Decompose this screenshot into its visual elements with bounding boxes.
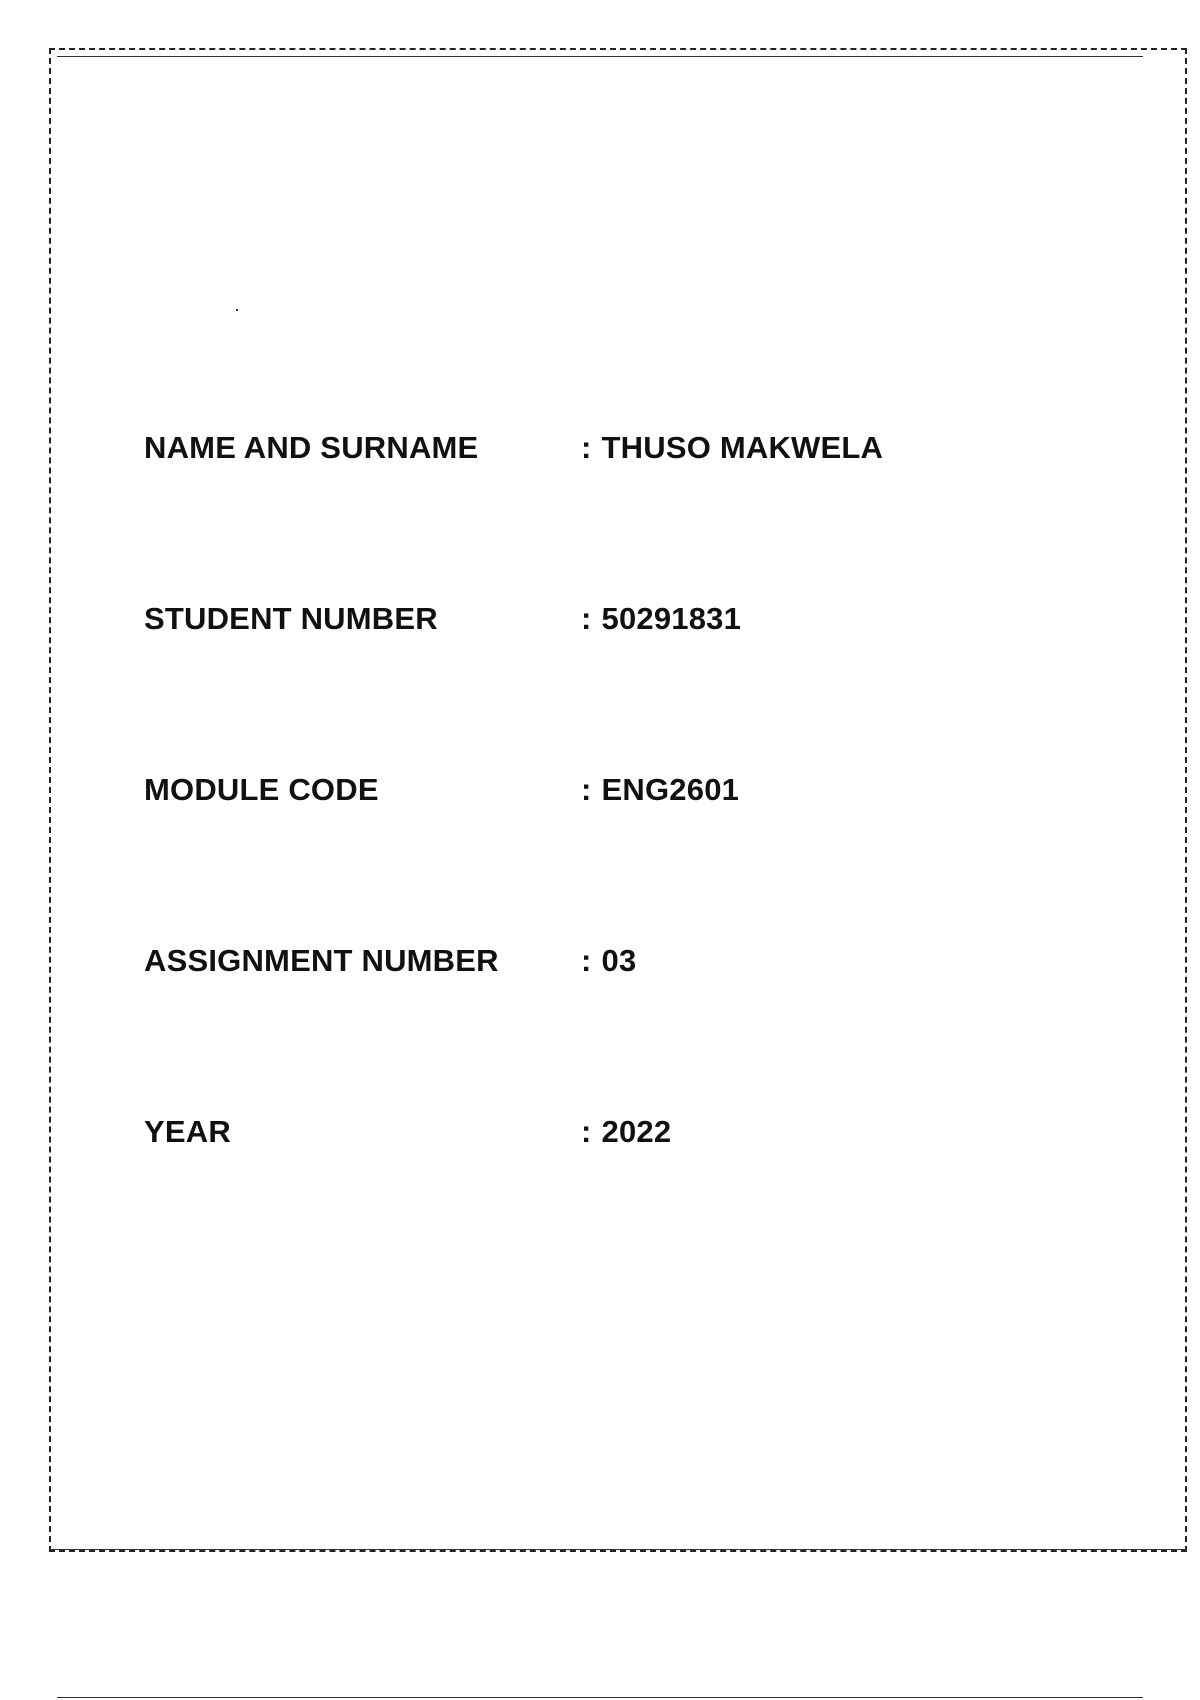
student-number-value-group bbox=[581, 599, 741, 639]
cover-details bbox=[144, 428, 1044, 1283]
student-number-value: 50291831 bbox=[601, 601, 742, 636]
year-value: 2022 bbox=[601, 1114, 672, 1149]
module-code-value: ENG2601 bbox=[601, 772, 740, 807]
separator: : bbox=[581, 1114, 592, 1149]
assignment-number-label: ASSIGNMENT NUMBER bbox=[144, 943, 499, 978]
year-value-group bbox=[581, 1112, 671, 1152]
bottom-rule bbox=[49, 1549, 1187, 1550]
assignment-number-value: 03 bbox=[601, 943, 637, 978]
year-row bbox=[144, 1112, 1044, 1283]
footer-rule bbox=[57, 1697, 1143, 1698]
separator: : bbox=[581, 601, 592, 636]
separator: : bbox=[581, 430, 592, 465]
assignment-number-row bbox=[144, 941, 1044, 1112]
module-code-row bbox=[144, 770, 1044, 941]
name-value-group bbox=[581, 428, 883, 468]
student-number-row bbox=[144, 599, 1044, 770]
name-value: THUSO MAKWELA bbox=[601, 430, 884, 465]
scan-speck bbox=[236, 309, 238, 311]
top-rule bbox=[57, 56, 1143, 57]
module-code-value-group bbox=[581, 770, 739, 810]
year-label: YEAR bbox=[144, 1114, 231, 1149]
assignment-number-value-group bbox=[581, 941, 636, 981]
module-code-label: MODULE CODE bbox=[144, 772, 379, 807]
name-row bbox=[144, 428, 1044, 599]
name-label: NAME AND SURNAME bbox=[144, 430, 479, 465]
separator: : bbox=[581, 943, 592, 978]
separator: : bbox=[581, 772, 592, 807]
student-number-label: STUDENT NUMBER bbox=[144, 601, 438, 636]
